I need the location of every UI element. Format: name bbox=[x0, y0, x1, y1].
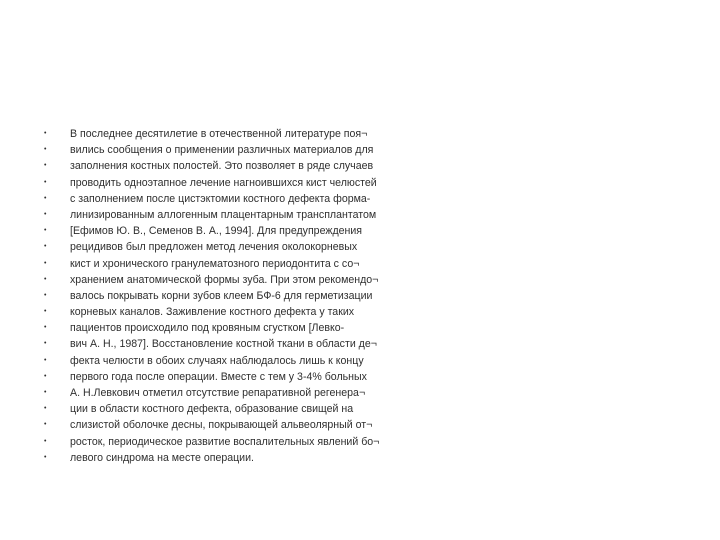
bullet-icon: • bbox=[44, 259, 47, 267]
line-text: проводить одноэтапное лечение нагноившихся кист челюстей bbox=[70, 176, 377, 189]
text-line bbox=[44, 304, 444, 320]
line-text: кист и хронического гранулематозного периодонтита с со¬ bbox=[70, 257, 360, 270]
line-text: В последнее десятилетие в отечественной литературе поя¬ bbox=[70, 128, 368, 140]
line-text: заполнения костных полостей. Это позволяет в ряде случаев bbox=[70, 160, 374, 173]
bullet-icon: • bbox=[44, 453, 47, 461]
text-line bbox=[44, 434, 444, 450]
text-line bbox=[44, 158, 444, 174]
text-line bbox=[44, 126, 444, 142]
line-text: хранением анатомической формы зуба. При этом рекомендо¬ bbox=[70, 273, 379, 286]
bullet-icon: • bbox=[44, 291, 47, 299]
text-line bbox=[44, 175, 444, 191]
line-text: первого года после операции. Вместе с тем у 3-4% больных bbox=[70, 370, 367, 383]
text-line bbox=[44, 417, 444, 433]
text-line bbox=[44, 207, 444, 223]
bullet-icon: • bbox=[44, 356, 47, 364]
line-text: фекта челюсти в обоих случаях наблюдалось лишь к концу bbox=[70, 354, 364, 367]
line-text: ции в области костного дефекта, образование свищей на bbox=[70, 403, 354, 416]
text-line bbox=[44, 256, 444, 272]
text-line bbox=[44, 142, 444, 158]
bullet-icon: • bbox=[44, 405, 47, 413]
bullet-icon: • bbox=[44, 308, 47, 316]
text-line bbox=[44, 288, 444, 304]
bullet-icon: • bbox=[44, 243, 47, 251]
line-text: валось покрывать корни зубов клеем БФ-6 для герметизации bbox=[70, 289, 373, 302]
line-text: вич А. Н., 1987]. Восстановление костной ткани в области де¬ bbox=[70, 338, 377, 351]
bullet-icon: • bbox=[44, 372, 47, 380]
text-line bbox=[44, 191, 444, 207]
bullet-icon: • bbox=[44, 178, 47, 186]
line-text: левого синдрома на месте операции. bbox=[70, 451, 254, 464]
bullet-icon: • bbox=[44, 146, 47, 154]
bullet-icon: • bbox=[44, 389, 47, 396]
bullet-icon: • bbox=[44, 437, 47, 445]
text-line bbox=[44, 450, 444, 466]
text-line bbox=[44, 239, 444, 255]
bullet-icon: • bbox=[44, 340, 47, 348]
bullet-icon: • bbox=[44, 275, 47, 283]
line-text: росток, периодическое развитие воспалительных явлений бо¬ bbox=[70, 435, 380, 448]
line-text: корневых каналов. Заживление костного дефекта у таких bbox=[70, 306, 355, 319]
text-line bbox=[44, 353, 444, 369]
bulleted-text-block bbox=[44, 126, 444, 466]
text-line bbox=[44, 272, 444, 288]
text-line bbox=[44, 336, 444, 352]
bullet-icon: • bbox=[44, 130, 47, 137]
line-text: рецидивов был предложен метод лечения околокорневых bbox=[70, 241, 358, 254]
line-text: слизистой оболочке десны, покрывающей альвеолярный от¬ bbox=[70, 419, 373, 432]
text-line bbox=[44, 385, 444, 401]
line-text: вились сообщения о применении различных материалов для bbox=[70, 144, 374, 157]
line-text: линизированным аллогенным плацентарным трансплантатом bbox=[70, 208, 377, 221]
text-line bbox=[44, 401, 444, 417]
bullet-icon: • bbox=[44, 162, 47, 170]
bullet-icon: • bbox=[44, 324, 47, 332]
line-text: с заполнением после цистэктомии костного дефекта форма- bbox=[70, 192, 371, 205]
text-line bbox=[44, 223, 444, 239]
line-text: А. Н.Левкович отметил отсутствие репаративной регенера¬ bbox=[70, 387, 366, 399]
line-text: пациентов происходило под кровяным сгустком [Левко- bbox=[70, 322, 345, 335]
text-line bbox=[44, 369, 444, 385]
bullet-icon: • bbox=[44, 210, 47, 218]
bullet-icon: • bbox=[44, 227, 47, 235]
line-text: [Ефимов Ю. В., Семенов В. А., 1994]. Для предупреждения bbox=[70, 225, 363, 238]
bullet-icon: • bbox=[44, 421, 47, 429]
text-line bbox=[44, 320, 444, 336]
bullet-icon: • bbox=[44, 194, 47, 202]
